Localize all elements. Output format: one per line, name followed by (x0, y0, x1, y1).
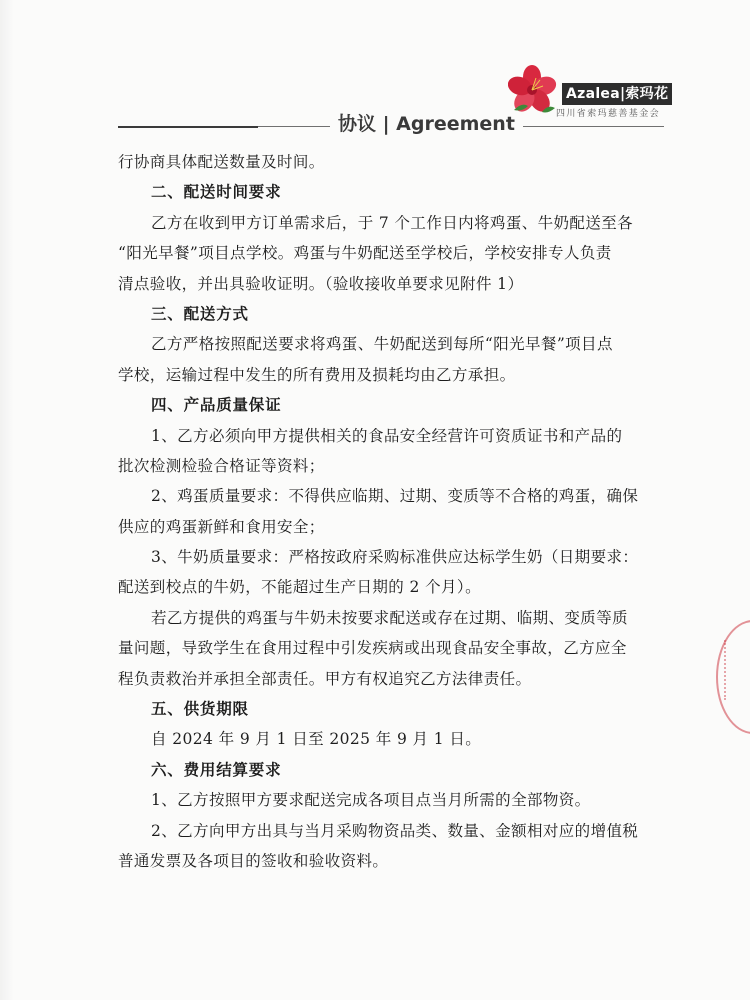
body-line: 1、乙方按照甲方要求配送完成各项目点当月所需的全部物资。 (151, 791, 591, 810)
body-line: 量问题，导致学生在食用过程中引发疾病或出现食品安全事故，乙方应全 (118, 639, 627, 658)
body-line: 若乙方提供的鸡蛋与牛奶未按要求配送或存在过期、临期、变质等质 (151, 608, 629, 627)
body-line: 2、鸡蛋质量要求：不得供应临期、过期、变质等不合格的鸡蛋，确保 (151, 487, 639, 506)
body-line: 3、牛奶质量要求：严格按政府采购标准供应达标学生奶（日期要求： (151, 548, 639, 567)
seal-stamp-fragment (716, 620, 750, 734)
body-line: “阳光早餐”项目点学校。鸡蛋与牛奶配送至学校后，学校安排专人负责 (118, 244, 612, 263)
body-line: 配送到校点的牛奶，不能超过生产日期的 2 个月）。 (118, 578, 481, 597)
header-rule-accent (118, 126, 258, 128)
section-heading-delivery-method: 三、配送方式 (151, 304, 249, 323)
body-line: 自 2024 年 9 月 1 日至 2025 年 9 月 1 日。 (151, 730, 482, 749)
body-line: 清点验收，并出具验收证明。（验收接收单要求见附件 1） (118, 274, 524, 293)
foundation-logo (508, 64, 678, 120)
body-line: 1、乙方必须向甲方提供相关的食品安全经营许可资质证书和产品的 (151, 426, 623, 445)
body-line: 2、乙方向甲方出具与当月采购物资品类、数量、金额相对应的增值税 (151, 821, 639, 840)
body-line: 行协商具体配送数量及时间。 (118, 153, 325, 171)
section-heading-settlement: 六、费用结算要求 (151, 760, 282, 779)
body-line: 程负责救治并承担全部责任。甲方有权追究乙方法律责任。 (118, 669, 532, 688)
body-line: 普通发票及各项目的签收和验收资料。 (118, 851, 389, 870)
body-line: 乙方严格按照配送要求将鸡蛋、牛奶配送到每所“阳光早餐”项目点 (151, 335, 613, 354)
section-heading-supply-period: 五、供货期限 (151, 700, 249, 719)
body-line: 乙方在收到甲方订单需求后，于 7 个工作日内将鸡蛋、牛奶配送至各 (151, 213, 634, 232)
agreement-body (118, 147, 688, 876)
logo-brand-text: Azalea|索玛花 (562, 83, 672, 105)
body-line: 供应的鸡蛋新鲜和食用安全； (118, 517, 325, 536)
logo-subtitle: 四川省索玛慈善基金会 (556, 109, 661, 119)
header-title: 协议 | Agreement (330, 110, 523, 138)
section-heading-delivery-time: 二、配送时间要求 (151, 183, 282, 202)
body-line: 学校，运输过程中发生的所有费用及损耗均由乙方承担。 (118, 365, 516, 384)
azalea-flower-icon (508, 64, 560, 116)
section-heading-quality: 四、产品质量保证 (151, 396, 282, 415)
body-line: 批次检测检验合格证等资料； (118, 456, 325, 475)
